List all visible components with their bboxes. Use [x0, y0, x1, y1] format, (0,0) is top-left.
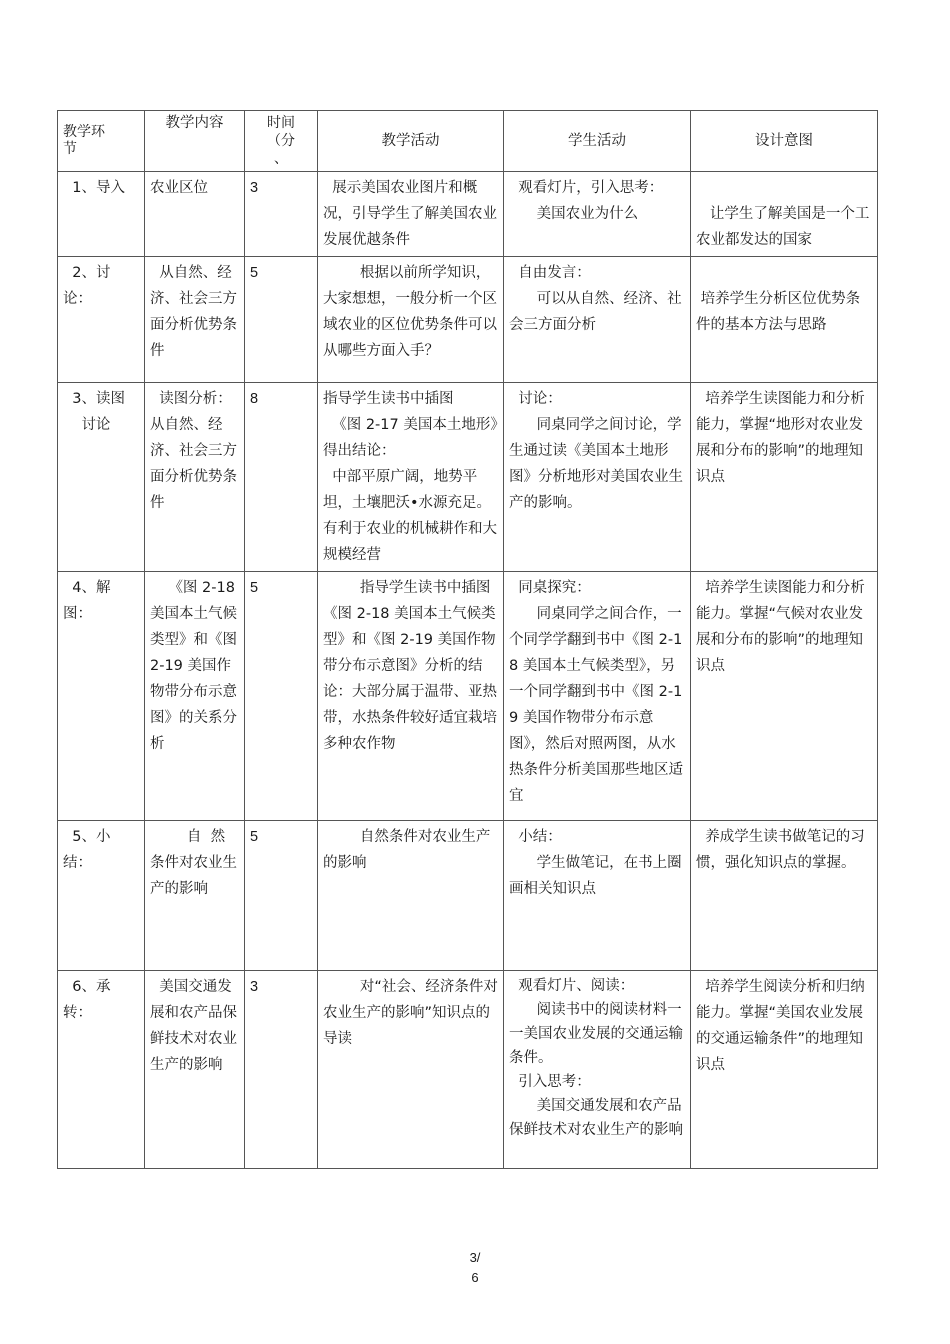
header-student-activity: 学生活动 — [504, 111, 691, 172]
teacher-activity-cell: 展示美国农业图片和概况，引导学生了解美国农业发展优越条件 — [318, 172, 504, 257]
student-activity-cell: 自由发言： 可以从自然、经济、社会三方面分析 — [504, 257, 691, 383]
stage-cell: 2、讨 论： — [58, 257, 145, 383]
content-cell: 美国交通发展和农产品保鲜技术对农业生产的影响 — [145, 971, 245, 1169]
table-row — [58, 383, 878, 572]
content-cell: 自 然条件对农业生产的影响 — [145, 821, 245, 971]
design-intent-cell: 培养学生读图能力和分析能力。掌握“气候对农业发展和分布的影响”的地理知识点 — [691, 572, 878, 821]
header-stage: 教学环 节 — [58, 111, 145, 172]
student-activity-cell: 小结： 学生做笔记，在书上圈画相关知识点 — [504, 821, 691, 971]
time-cell: 5 — [245, 821, 318, 971]
stage-cell: 4、解 图： — [58, 572, 145, 821]
lesson-plan-table — [57, 110, 878, 1169]
stage-cell: 5、小 结： — [58, 821, 145, 971]
time-cell: 8 — [245, 383, 318, 572]
student-activity-cell: 讨论： 同桌同学之间讨论，学生通过读《美国本土地形图》分析地形对美国农业生产的影响。 — [504, 383, 691, 572]
content-cell: 读图分析：从自然、经济、社会三方面分析优势条件 — [145, 383, 245, 572]
header-row — [58, 111, 878, 172]
page-number: 3/ 6 — [469, 1250, 481, 1285]
time-cell: 5 — [245, 572, 318, 821]
header-time: 时间 （分 、 — [245, 111, 318, 172]
content-cell: 农业区位 — [145, 172, 245, 257]
table-row — [58, 971, 878, 1169]
teacher-activity-cell: 指导学生读书中插图 《图 2-17 美国本土地形》得出结论： 中部平原广阔，地势平坦，土壤肥沃•水源充足。有利于农业的机械耕作和大规模经营 — [318, 383, 504, 572]
header-content: 教学内容 — [145, 111, 245, 172]
design-intent-cell: 培养学生分析区位优势条件的基本方法与思路 — [691, 257, 878, 383]
stage-cell: 6、承 转： — [58, 971, 145, 1169]
student-activity-cell: 观看灯片，引入思考： 美国农业为什么 — [504, 172, 691, 257]
teacher-activity-cell: 根据以前所学知识，大家想想，一般分析一个区域农业的区位优势条件可以从哪些方面入手？ — [318, 257, 504, 383]
teacher-activity-cell: 自然条件对农业生产的影响 — [318, 821, 504, 971]
time-cell: 3 — [245, 971, 318, 1169]
header-design-intent: 设计意图 — [691, 111, 878, 172]
time-cell: 3 — [245, 172, 318, 257]
table-row — [58, 821, 878, 971]
student-activity-cell: 观看灯片、阅读： 阅读书中的阅读材料一一美国农业发展的交通运输条件。 引入思考： 美国交通发展和农产品保鲜技术对农业生产的影响 — [504, 971, 691, 1169]
table-row — [58, 572, 878, 821]
content-cell: 《图 2-18 美国本土气候类型》和《图 2-19 美国作物带分布示意图》的关系分析 — [145, 572, 245, 821]
design-intent-cell: 让学生了解美国是一个工农业都发达的国家 — [691, 172, 878, 257]
stage-cell: 3、读图 讨论 — [58, 383, 145, 572]
header-teacher-activity: 教学活动 — [318, 111, 504, 172]
design-intent-cell: 培养学生读图能力和分析能力，掌握“地形对农业发展和分布的影响”的地理知识点 — [691, 383, 878, 572]
teacher-activity-cell: 对“社会、经济条件对农业生产的影响”知识点的导读 — [318, 971, 504, 1169]
content-cell: 从自然、经济、社会三方面分析优势条件 — [145, 257, 245, 383]
teacher-activity-cell: 指导学生读书中插图《图 2-18 美国本土气候类型》和《图 2-19 美国作物带分布示意图》分析的结论：大部分属于温带、亚热带，水热条件较好适宜栽培多种农作物 — [318, 572, 504, 821]
table-row — [58, 257, 878, 383]
student-activity-cell: 同桌探究： 同桌同学之间合作，一个同学学翻到书中《图 2-18 美国本土气候类型》，另一个同学翻到书中《图 2-19 美国作物带分布示意图》，然后对照两图，从水热条件分析美国那些地区适宜 — [504, 572, 691, 821]
design-intent-cell: 养成学生读书做笔记的习惯，强化知识点的掌握。 — [691, 821, 878, 971]
design-intent-cell: 培养学生阅读分析和归纳能力。掌握“美国农业发展的交通运输条件”的地理知识点 — [691, 971, 878, 1169]
time-cell: 5 — [245, 257, 318, 383]
table-row — [58, 172, 878, 257]
stage-cell: 1、导入 — [58, 172, 145, 257]
